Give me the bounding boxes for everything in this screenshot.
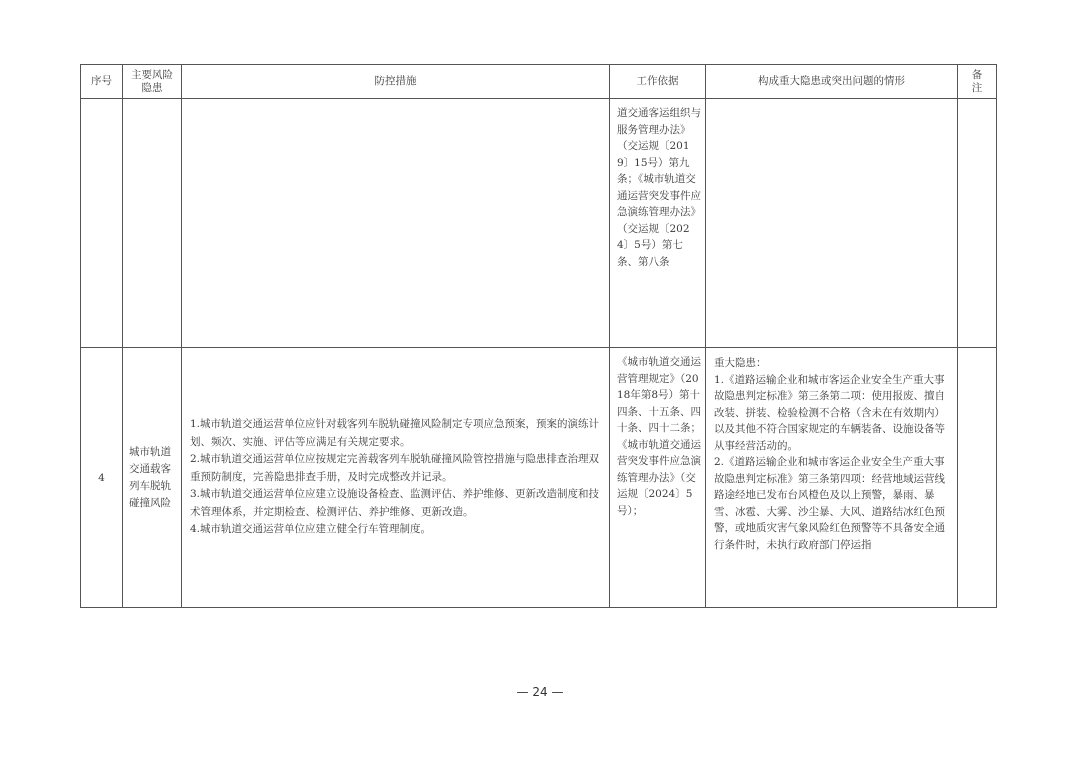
measure-item: 1.城市轨道交通运营单位应针对载客列车脱轨碰撞风险制定专项应急预案，预案的演练计划、频次、实施、评估等应满足有关规定要求。 — [190, 418, 600, 448]
situation-item: 2.《道路运输企业和城市客运企业安全生产重大事故隐患判定标准》第三条第四项：经营地域运营线路途经地已发布台风橙色及以上预警，暴雨、暴雪、冰雹、大雾、沙尘暴、大风、道路结冰红色预警，或地质灾害气象风险红色预警等不具备安全通行条件时，未执行政府部门停运指 — [714, 456, 945, 551]
row-situation — [706, 99, 958, 348]
header-measures: 防控措施 — [182, 65, 610, 99]
row-basis: 《城市轨道交通运营管理规定》（2018年第8号）第十四条、十五条、四十条、四十二条；《城市轨道交通运营突发事件应急演练管理办法》（交运规〔2024〕5号）； — [610, 348, 706, 608]
table-header-row — [81, 65, 997, 99]
row-remarks — [958, 99, 997, 348]
row-index: 4 — [81, 348, 123, 608]
row-basis: 道交通客运组织与服务管理办法》（交运规〔2019〕15号）第九条；《城市轨道交通运营突发事件应急演练管理办法》（交运规〔2024〕5号）第七条、第八条 — [610, 99, 706, 348]
header-remarks: 备注 — [958, 65, 997, 99]
table-row — [81, 348, 997, 608]
row-remarks — [958, 348, 997, 608]
row-measures — [182, 348, 610, 608]
row-index — [81, 99, 123, 348]
header-risk: 主要风险隐患 — [123, 65, 182, 99]
row-measures — [182, 99, 610, 348]
header-basis: 工作依据 — [610, 65, 706, 99]
table-row — [81, 99, 997, 348]
situation-item: 1.《道路运输企业和城市客运企业安全生产重大事故隐患判定标准》第三条第二项：使用报废、擅自改装、拼装、检验检测不合格（含未在有效期内）以及其他不符合国家规定的车辆装备、设施设备等从事经营活动的。 — [714, 373, 945, 452]
measure-item: 2.城市轨道交通运营单位应按规定完善载客列车脱轨碰撞风险管控措施与隐患排查治理双重预防制度，完善隐患排查手册，及时完成整改并记录。 — [190, 453, 600, 483]
measure-item: 3.城市轨道交通运营单位应建立设施设备检查、监测评估、养护维修、更新改造制度和技术管理体系，并定期检查、检测评估、养护维修、更新改造。 — [190, 488, 600, 518]
risk-control-table — [80, 64, 997, 608]
row-risk: 城市轨道交通载客列车脱轨碰撞风险 — [123, 348, 182, 608]
header-situation: 构成重大隐患或突出问题的情形 — [706, 65, 958, 99]
header-index: 序号 — [81, 65, 123, 99]
measure-item: 4.城市轨道交通运营单位应建立健全行车管理制度。 — [190, 523, 432, 536]
row-risk — [123, 99, 182, 348]
row-situation — [706, 348, 958, 608]
page-number: — 24 — — [516, 685, 564, 699]
situation-item: 重大隐患： — [714, 357, 767, 369]
